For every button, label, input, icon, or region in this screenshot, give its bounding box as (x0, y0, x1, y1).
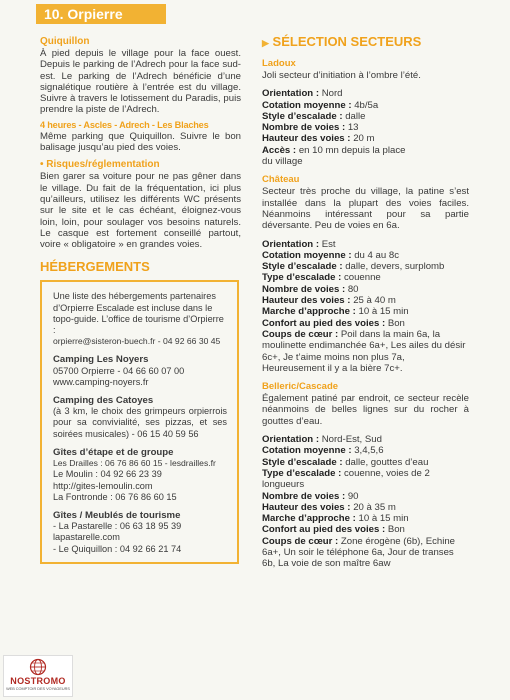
chateau-orientation: Orientation : Est (262, 238, 336, 250)
logo-tagline: WEB COMPTOIR DES VOYAGEURS (6, 687, 70, 691)
logo-name: NOSTROMO (10, 676, 66, 686)
selection-title: ▶ SÉLECTION SECTEURS (262, 34, 422, 49)
gites-title: Gîtes d’étape et de groupe (53, 446, 174, 458)
chateau-title: Château (262, 174, 300, 186)
belleric-nombre: Nombre de voies : 90 (262, 490, 359, 502)
gites-line-1: Les Drailles : 06 76 86 60 15 - lesdrailles.fr (53, 458, 216, 469)
quatre-heures-title: 4 heures - Ascles - Adrech - Les Blaches (40, 119, 209, 130)
belleric-type: Type d’escalade : couenne, voies de 2 longueurs (262, 467, 430, 491)
quatre-heures-text: Même parking que Quiquillon. Suivre le bon balisage jusqu’au pied des voies. (40, 130, 241, 154)
chateau-type: Type d’escalade : couenne (262, 272, 381, 284)
office-contact: orpierre@sisteron-buech.fr - 04 92 66 30 45 (53, 336, 221, 347)
left-column (40, 34, 241, 564)
ladoux-desc: Joli secteur d’initiation à l’ombre l’été. (262, 70, 421, 81)
chateau-desc: Secteur très proche du village, la patine s’est installée dans la plupart des voies faciles. Néanmoins intéressant pour sa partie déversante. Peu de voies en 6a. (262, 186, 469, 232)
chateau-style: Style d’escalade : dalle, devers, surplomb (262, 261, 445, 273)
nostromo-logo (3, 655, 73, 697)
belleric-style: Style d’escalade : dalle, gouttes d’eau (262, 456, 429, 468)
belleric-marche: Marche d’approche : 10 à 15 min (262, 513, 409, 525)
gites-line-2: Le Moulin : 04 92 66 23 39 (53, 469, 162, 480)
ladoux-orientation: Orientation : Nord (262, 88, 343, 100)
ladoux-cotation: Cotation moyenne : 4b/5a (262, 99, 379, 111)
hebergements-box (40, 280, 239, 563)
noyers-line-2: www.camping-noyers.fr (53, 376, 149, 387)
chateau-marche: Marche d’approche : 10 à 15 min (262, 306, 409, 318)
chateau-nombre: Nombre de voies : 80 (262, 283, 359, 295)
meubles-line-1: - La Pastarelle : 06 63 18 95 39 (53, 521, 182, 532)
hebergements-title: HÉBERGEMENTS (40, 259, 150, 275)
belleric-title: Belleric/Cascade (262, 381, 339, 393)
ladoux-title: Ladoux (262, 58, 296, 69)
chateau-coups: Coups de cœur : Poil dans la main 6a, la moulinette endimanchée 6a+, Les ailes du désir 6c+, Je t’aime moins non plus 7a, Heureusement il y a la bière 7c+. (262, 328, 466, 374)
triangle-right-icon: ▶ (262, 38, 269, 48)
belleric-orientation: Orientation : Nord-Est, Sud (262, 434, 382, 446)
ladoux-acces: Accès : en 10 mn depuis la place du village (262, 144, 406, 168)
catoyes-text: (à 3 km, le choix des grimpeurs orpierrois pour sa convivialité, ses pizzas, et ses soirées musicales) - 06 15 40 59 56 (53, 406, 227, 439)
belleric-coups: Coups de cœur : Zone érogène (6b), Echine 6a+, Un soir le téléphone 6a, Jour de transes 6b, La voie de son maître 6aw (262, 535, 456, 570)
noyers-line-1: 05700 Orpierre - 04 66 60 07 00 (53, 365, 185, 376)
risques-title: • Risques/réglementation (40, 159, 160, 171)
gites-line-3: http://gites-lemoulin.com (53, 480, 153, 491)
gites-line-4: La Fontronde : 06 76 86 60 15 (53, 491, 177, 502)
belleric-cotation: Cotation moyenne : 3,4,5,6 (262, 445, 384, 457)
belleric-confort: Confort au pied des voies : Bon (262, 524, 405, 536)
noyers-title: Camping Les Noyers (53, 354, 149, 366)
ladoux-hauteur: Hauteur des voies : 20 m (262, 133, 375, 145)
right-column (262, 34, 469, 570)
ladoux-nombre: Nombre de voies : 13 (262, 122, 359, 134)
meubles-title: Gîtes / Meublés de tourisme (53, 509, 181, 521)
chateau-cotation: Cotation moyenne : du 4 au 8c (262, 249, 400, 261)
page-title: 10. Orpierre (36, 4, 166, 24)
chateau-hauteur: Hauteur des voies : 25 à 40 m (262, 295, 396, 307)
quiquillon-text: À pied depuis le village pour la face ouest. Depuis le parking de l’Adrech pour la face sud-est. Le parking de l’Adrech bénéficie d’une signalétique routière à l’entrée est du village. Suivre à travers le lotissement du Paradis, puis prendre la piste de l’Adrech. (40, 48, 241, 116)
quiquillon-title: Quiquillon (40, 36, 90, 47)
belleric-desc: Également patiné par endroit, ce secteur recèle néanmoins de belles lignes sur du rocher à gouttes d’eau. (262, 393, 469, 427)
catoyes-title: Camping des Catoyes (53, 395, 154, 407)
chateau-confort: Confort au pied des voies : Bon (262, 317, 405, 329)
ladoux-style: Style d’escalade : dalle (262, 110, 366, 122)
hebergements-intro: Une liste des hébergements partenaires d’Orpierre Escalade est incluse dans le topo-guide. L’office de tourisme d’Orpierre : (53, 291, 224, 336)
globe-icon (28, 658, 48, 676)
belleric-hauteur: Hauteur des voies : 20 à 35 m (262, 501, 396, 513)
risques-text: Bien garer sa voiture pour ne pas gêner dans le village. Du fait de la fréquentation, ici plus qu’ailleurs, utilisez les différents WC présents sur le site et le cas échéant, éloignez-vous loin, loin, pour soulager vos besoins naturels. Le casque est fortement conseillé partout, voire « obligatoire » en grandes voies. (40, 171, 241, 251)
meubles-line-2: lapastarelle.com (53, 532, 120, 543)
meubles-line-3: - Le Quiquillon : 04 92 66 21 74 (53, 543, 182, 554)
